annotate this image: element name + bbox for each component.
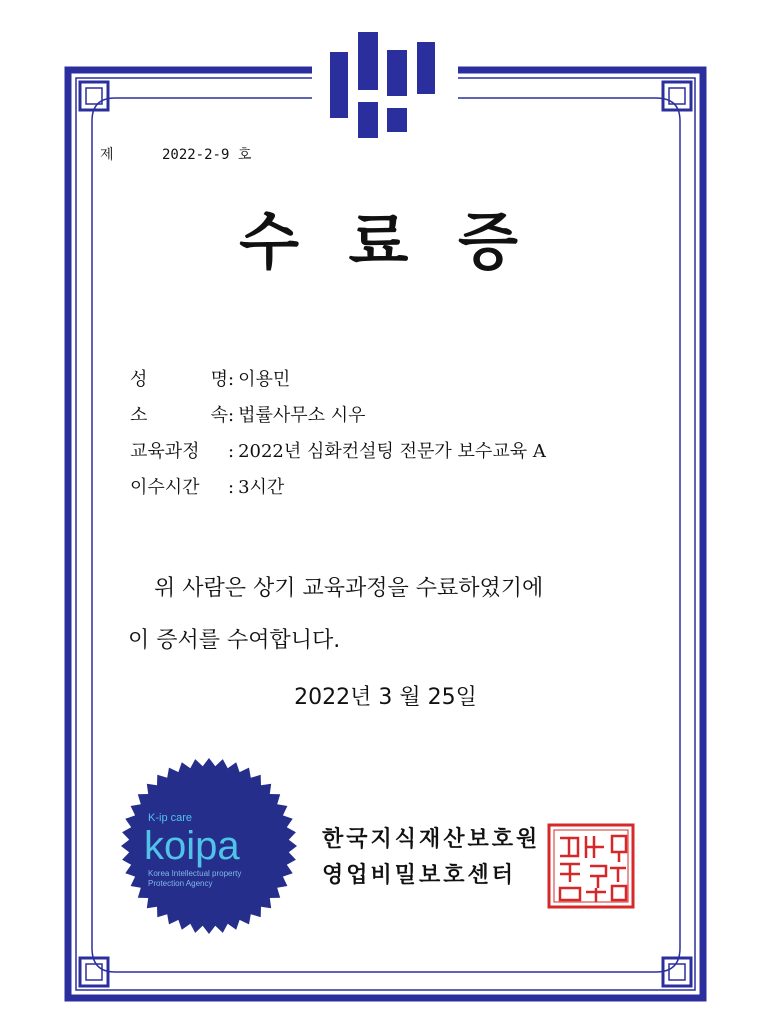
- svg-text:Protection Agency: Protection Agency: [148, 879, 213, 888]
- info-key-affiliation: 소 속: [130, 405, 228, 426]
- recipient-info: [130, 362, 546, 506]
- issuing-organization: [322, 822, 540, 894]
- certificate-number-value: 2022-2-9 호: [161, 147, 252, 163]
- certificate-statement: [128, 563, 543, 667]
- organization-line-2: 영업비밀보호센터: [322, 863, 517, 888]
- info-key-hours: 이수시간: [130, 477, 200, 498]
- info-value-hours: 3시간: [238, 477, 285, 498]
- info-row-hours: 이수시간 : 3시간: [130, 470, 546, 506]
- svg-text:Korea Intellectual property: Korea Intellectual property: [148, 869, 242, 878]
- official-red-stamp-icon: [546, 822, 636, 910]
- statement-line-1: 위 사람은 상기 교육과정을 수료하였기에: [154, 576, 544, 601]
- koipa-seal-icon: [120, 757, 298, 935]
- info-row-affiliation: 소 속 : 법률사무소 시우: [130, 398, 546, 434]
- statement-line-2: 이 증서를 수여합니다.: [128, 628, 341, 653]
- organization-line-1: 한국지식재산보호원: [322, 827, 541, 852]
- info-value-name: 이용민: [238, 369, 291, 390]
- info-row-name: 성 명 : 이용민: [130, 362, 546, 398]
- certificate-number-label: 제: [100, 147, 114, 163]
- bar-logo-icon: [325, 30, 445, 140]
- svg-text:K-ip care: K-ip care: [148, 812, 193, 824]
- certificate-number: [100, 144, 251, 164]
- svg-text:koipa: koipa: [144, 824, 240, 868]
- info-key-course: 교육과정: [130, 441, 200, 462]
- info-value-course: 2022년 심화컨설팅 전문가 보수교육 A: [238, 441, 546, 462]
- info-value-affiliation: 법률사무소 시우: [238, 405, 366, 426]
- certificate-title: 수 료 증: [239, 205, 532, 278]
- issue-date: 2022년 3 월 25일: [294, 685, 477, 710]
- info-key-name: 성 명: [130, 369, 228, 390]
- info-row-course: 교육과정 : 2022년 심화컨설팅 전문가 보수교육 A: [130, 434, 546, 470]
